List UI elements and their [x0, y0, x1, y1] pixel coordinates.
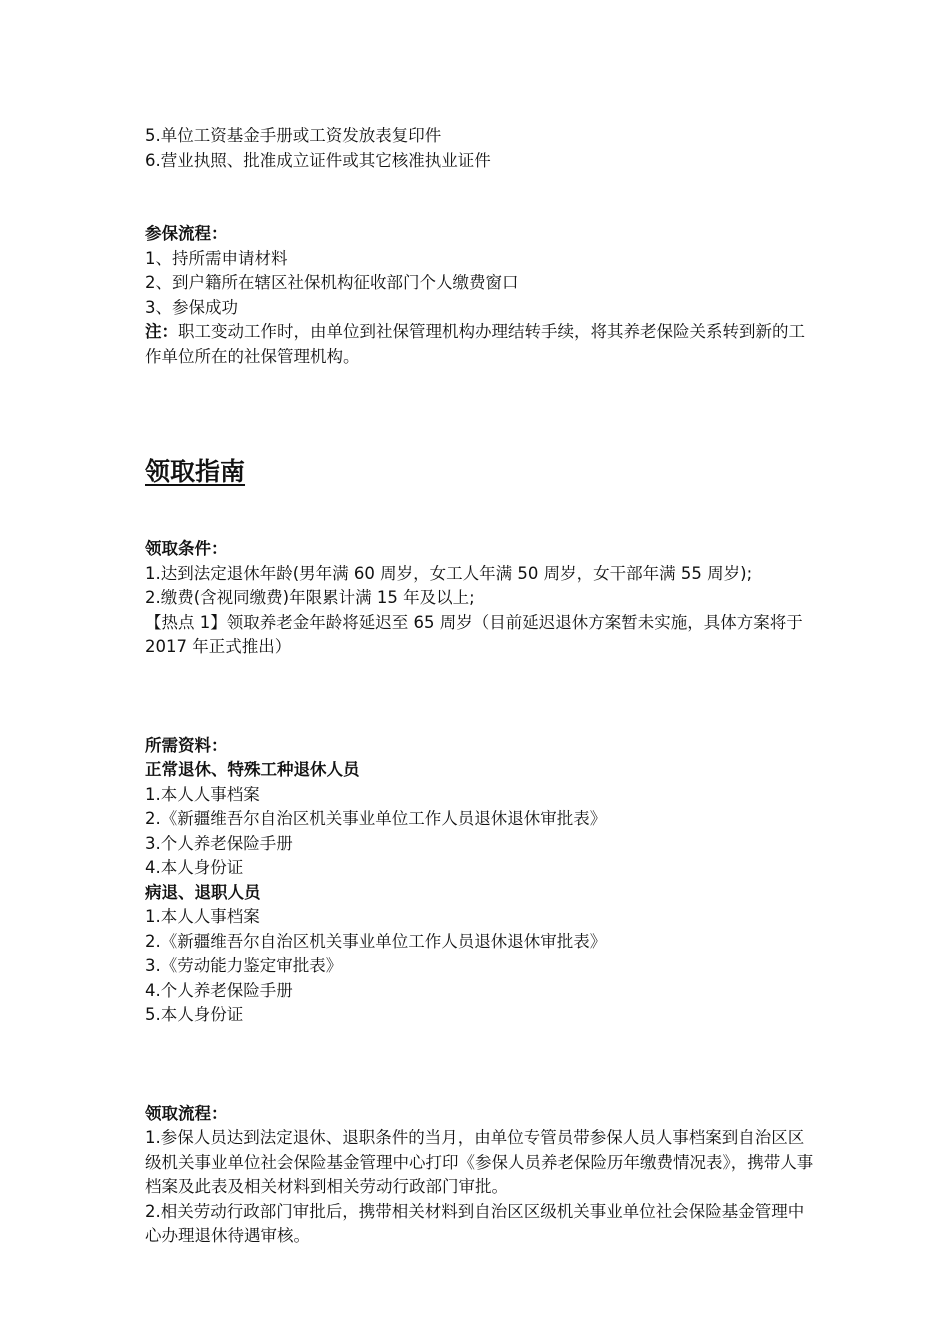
- enroll-process-title: 参保流程：: [145, 224, 228, 243]
- enroll-note: [145, 320, 815, 369]
- enroll-step-2: 2、到户籍所在辖区社保机构征收部门个人缴费窗口: [145, 273, 519, 292]
- condition-1: 1.达到法定退休年龄(男年满 60 周岁，女工人年满 50 周岁，女干部年满 55 周岁);: [145, 563, 753, 583]
- spacer: [145, 369, 815, 455]
- document-page: [145, 124, 815, 1249]
- note-text: 职工变动工作时，由单位到社保管理机构办理结转手续，将其养老保险关系转到新的工作单位所在的社保管理机构。: [145, 322, 805, 366]
- material-item-6: 6.营业执照、批准成立证件或其它核准执业证件: [145, 150, 491, 170]
- claim-process-title: 领取流程：: [145, 1103, 228, 1123]
- materials-title: 所需资料：: [145, 735, 228, 755]
- hotspot-label: 【热点 1】: [145, 612, 227, 632]
- material-item-5: 5.单位工资基金手册或工资发放表复印件: [145, 126, 442, 145]
- spacer: [145, 1028, 815, 1102]
- spacer: [145, 489, 815, 537]
- conditions-title: 领取条件：: [145, 539, 228, 558]
- claim-step-2: 2.相关劳动行政部门审批后，携带相关材料到自治区区级机关事业单位社会保险基金管理中心办理退休待遇审核。: [145, 1201, 805, 1245]
- sick-retire-title: 病退、退职人员: [145, 882, 261, 902]
- hotspot-text: 领取养老金年龄将延迟至 65 周岁（目前延迟退休方案暂未实施，具体方案将于 2017 年正式推出）: [145, 612, 803, 656]
- spacer: [145, 173, 815, 222]
- note-label: 注：: [145, 322, 178, 341]
- sick-item-3: 3.《劳动能力鉴定审批表》: [145, 956, 343, 975]
- guide-heading: 领取指南: [145, 457, 246, 486]
- spacer: [145, 660, 815, 734]
- condition-2: 2.缴费(含视同缴费)年限累计满 15 年及以上;: [145, 588, 475, 607]
- sick-item-5: 5.本人身份证: [145, 1005, 244, 1024]
- normal-item-2: 2.《新疆维吾尔自治区机关事业单位工作人员退休退休审批表》: [145, 809, 607, 828]
- enroll-step-1: 1、持所需申请材料: [145, 248, 288, 268]
- sick-item-1: 1.本人人事档案: [145, 907, 260, 926]
- normal-item-4: 4.本人身份证: [145, 858, 244, 877]
- sick-item-4: 4.个人养老保险手册: [145, 980, 293, 1000]
- sick-item-2: 2.《新疆维吾尔自治区机关事业单位工作人员退休退休审批表》: [145, 931, 607, 951]
- normal-retire-title: 正常退休、特殊工种退休人员: [145, 760, 360, 779]
- claim-step-1: 1.参保人员达到法定退休、退职条件的当月，由单位专管员带参保人员人事档案到自治区区级机关事业单位社会保险基金管理中心打印《参保人员养老保险历年缴费情况表》，携带人事档案及此表及相关材料到相关劳动行政部门审批。: [145, 1128, 814, 1196]
- hotspot-note: [145, 611, 815, 660]
- normal-item-1: 1.本人人事档案: [145, 784, 260, 804]
- enroll-step-3: 3、参保成功: [145, 297, 238, 317]
- normal-item-3: 3.个人养老保险手册: [145, 833, 293, 853]
